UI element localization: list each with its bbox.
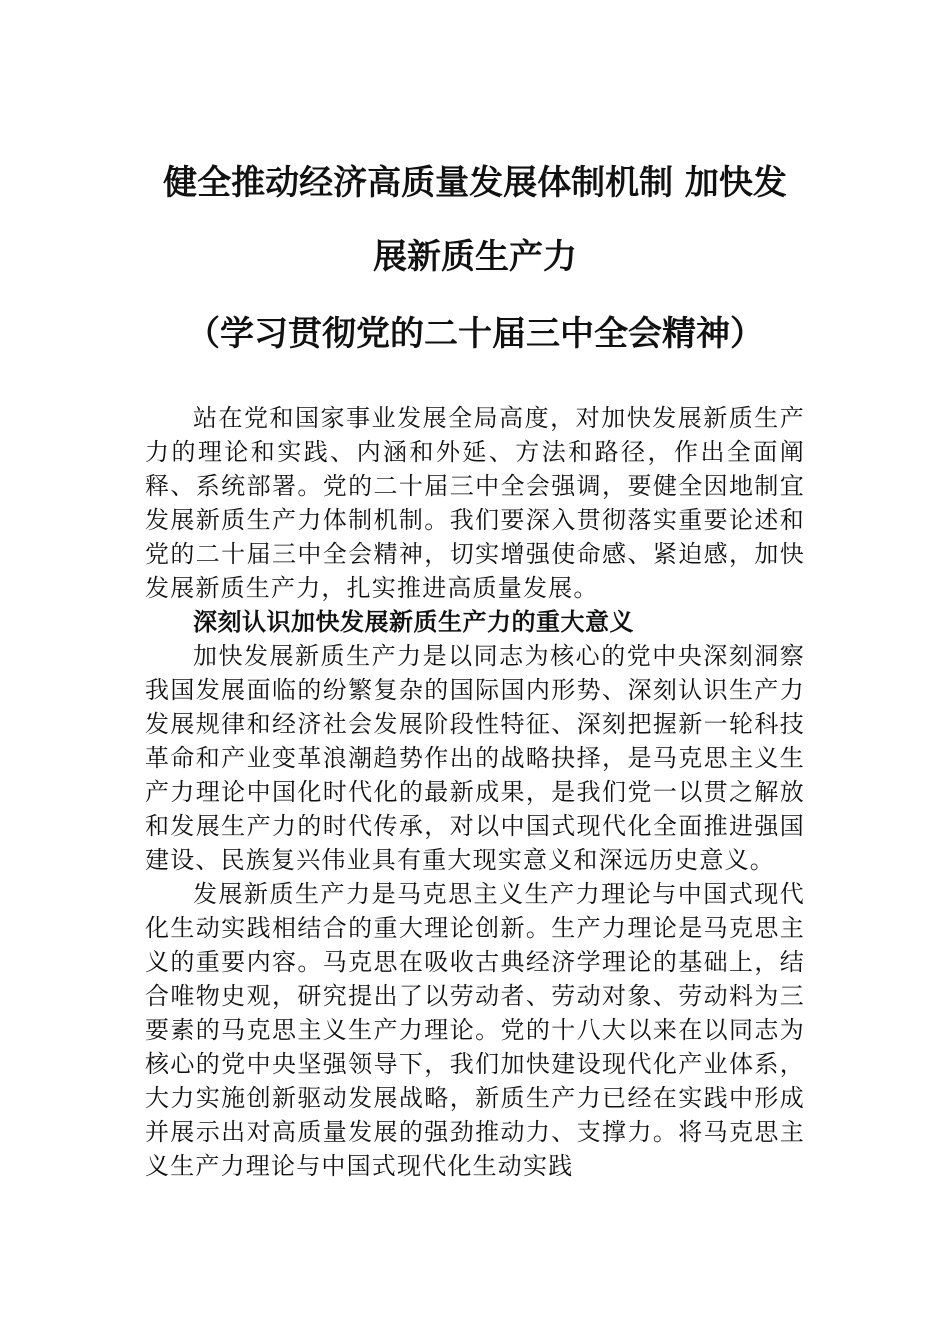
paragraph-intro: 站在党和国家事业发展全局高度，对加快发展新质生产力的理论和实践、内涵和外延、方法和路径，作出全面阐释、系统部署。党的二十届三中全会强调，要健全因地制宜发展新质生产力体制机制。我们要深入贯彻落实重要论述和党的二十届三中全会精神，切实增强使命感、紧迫感，加快发展新质生产力，扎实推进高质量发展。 — [145, 404, 805, 602]
document-page — [145, 150, 805, 1183]
section-heading: 深刻认识加快发展新质生产力的重大意义 — [193, 608, 634, 636]
document-title-line-2: 展新质生产力 — [373, 237, 577, 277]
document-body — [145, 401, 805, 1183]
paragraph-significance: 加快发展新质生产力是以同志为核心的党中央深刻洞察我国发展面临的纷繁复杂的国际国内形势、深刻认识生产力发展规律和经济社会发展阶段性特征、深刻把握新一轮科技革命和产业变革浪潮趋势作出的战略抉择，是马克思主义生产力理论中国化时代化的最新成果，是我们党一以贯之解放和发展生产力的时代传承，对以中国式现代化全面推进强国建设、民族复兴伟业具有重大现实意义和深远历史意义。 — [145, 642, 805, 874]
document-subtitle: （学习贯彻党的二十届三中全会精神） — [186, 314, 764, 354]
paragraph-theory: 发展新质生产力是马克思主义生产力理论与中国式现代化生动实践相结合的重大理论创新。生产力理论是马克思主义的重要内容。马克思在吸收古典经济学理论的基础上，结合唯物史观，研究提出了以劳动者、劳动对象、劳动料为三要素的马克思主义生产力理论。党的十八大以来在以同志为核心的党中央坚强领导下，我们加快建设现代化产业体系，大力实施创新驱动发展战略，新质生产力已经在实践中形成并展示出对高质量发展的强劲推动力、支撑力。将马克思主义生产力理论与中国式现代化生动实践 — [145, 880, 805, 1180]
document-title-line-1: 健全推动经济高质量发展体制机制 加快发 — [163, 163, 787, 203]
